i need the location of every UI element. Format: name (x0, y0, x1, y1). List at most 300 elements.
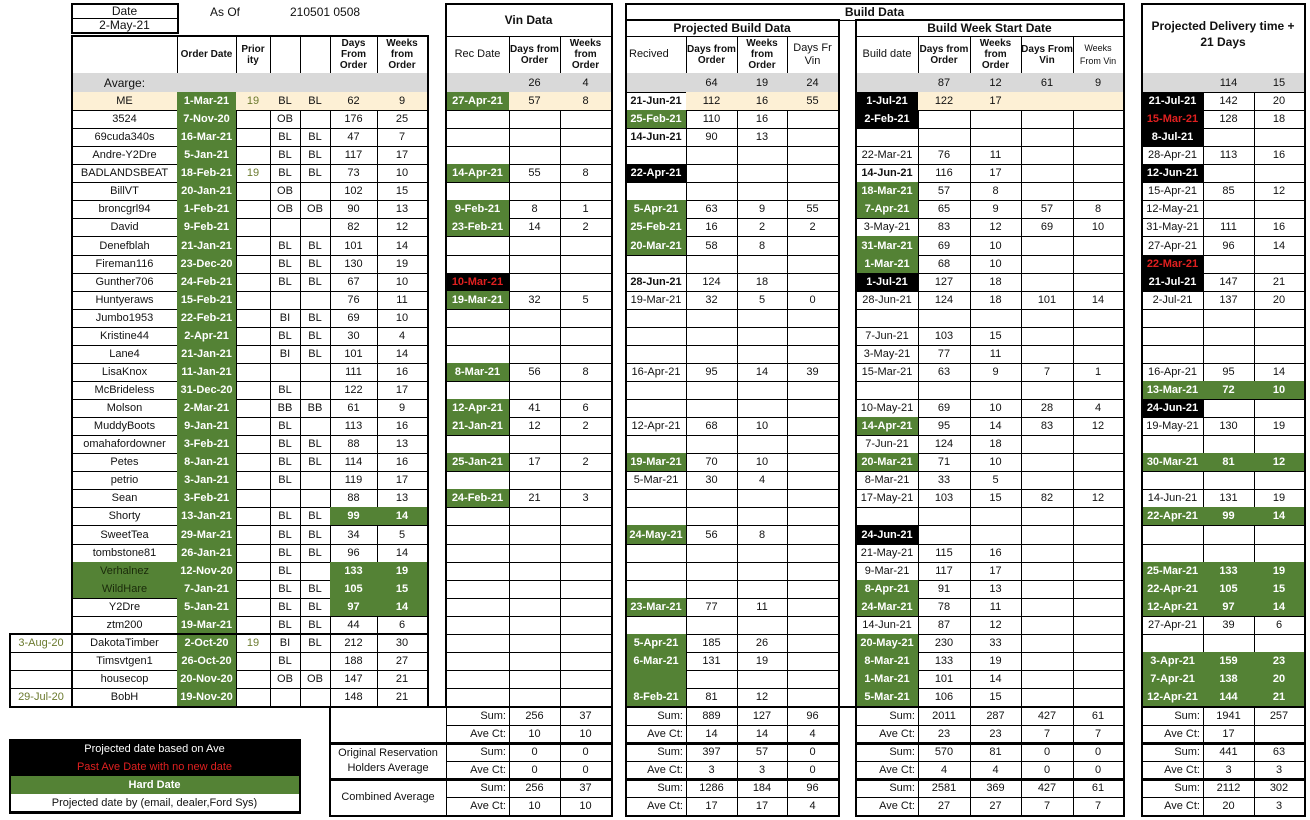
vin-weeks[interactable] (560, 435, 612, 454)
pb-weeks[interactable] (737, 164, 788, 183)
pb-weeks[interactable]: 8 (737, 525, 788, 545)
bw-days-from-vin[interactable] (1021, 236, 1074, 256)
pb-days[interactable]: 77 (686, 598, 738, 617)
bw-weeks[interactable]: 11 (970, 598, 1022, 617)
delivery-date[interactable]: 27-Apr-21 (1142, 236, 1204, 256)
pb-days[interactable]: 131 (686, 652, 738, 671)
code-2[interactable]: BL (300, 544, 331, 563)
vin-days[interactable] (509, 562, 561, 581)
vin-weeks[interactable] (560, 580, 612, 599)
member-name[interactable]: David (72, 218, 178, 237)
days-from-order[interactable]: 122 (330, 381, 378, 400)
vin-weeks[interactable] (560, 255, 612, 274)
pb-days[interactable]: 124 (686, 273, 738, 292)
bw-days-from-vin[interactable] (1021, 562, 1074, 581)
vin-days[interactable] (509, 652, 561, 671)
build-date[interactable] (856, 309, 919, 328)
build-date[interactable]: 3-May-21 (856, 345, 919, 364)
priority[interactable] (236, 200, 271, 219)
member-name[interactable]: ME (72, 92, 178, 111)
reservation-date[interactable]: 3-Aug-20 (10, 634, 73, 653)
days-from-order[interactable]: 133 (330, 562, 378, 581)
vin-rec-date[interactable] (446, 128, 510, 147)
weeks-from-order[interactable]: 16 (377, 453, 428, 472)
bw-days[interactable]: 124 (918, 435, 971, 454)
bw-days[interactable]: 57 (918, 182, 971, 201)
bw-weeks-from-vin[interactable]: 1 (1073, 363, 1124, 382)
delivery-days[interactable]: 95 (1203, 363, 1255, 382)
delivery-date[interactable]: 15-Apr-21 (1142, 182, 1204, 201)
bw-weeks[interactable]: 9 (970, 363, 1022, 382)
bw-weeks-from-vin[interactable] (1073, 273, 1124, 292)
code-2[interactable]: BL (300, 164, 331, 183)
days-from-order[interactable]: 105 (330, 580, 378, 599)
pb-days[interactable]: 81 (686, 688, 738, 707)
delivery-date[interactable]: 21-Jul-21 (1142, 273, 1204, 292)
vin-weeks[interactable] (560, 634, 612, 653)
member-name[interactable]: 69cuda340s (72, 128, 178, 147)
bw-weeks[interactable]: 10 (970, 236, 1022, 256)
days-from-order[interactable]: 76 (330, 291, 378, 310)
pb-days[interactable] (686, 182, 738, 201)
received-date[interactable]: 12-Apr-21 (626, 417, 687, 436)
delivery-days[interactable] (1203, 128, 1255, 147)
vin-rec-date[interactable] (446, 525, 510, 545)
weeks-from-order[interactable]: 25 (377, 110, 428, 129)
pb-days-fr-vin[interactable] (787, 435, 839, 454)
build-date[interactable]: 20-May-21 (856, 634, 919, 653)
delivery-days[interactable] (1203, 327, 1255, 346)
received-date[interactable] (626, 562, 687, 581)
member-name[interactable]: Jumbo1953 (72, 309, 178, 328)
delivery-days[interactable] (1203, 200, 1255, 219)
bw-weeks[interactable]: 18 (970, 273, 1022, 292)
vin-weeks[interactable] (560, 544, 612, 563)
member-name[interactable]: BobH (72, 688, 178, 707)
pb-days-fr-vin[interactable] (787, 327, 839, 346)
order-date[interactable]: 24-Feb-21 (177, 273, 237, 292)
delivery-date[interactable]: 7-Apr-21 (1142, 670, 1204, 689)
delivery-days[interactable]: 85 (1203, 182, 1255, 201)
pb-weeks[interactable] (737, 670, 788, 689)
delivery-weeks[interactable]: 12 (1254, 182, 1305, 201)
delivery-weeks[interactable]: 20 (1254, 291, 1305, 310)
build-date[interactable]: 8-Mar-21 (856, 471, 919, 490)
priority[interactable] (236, 345, 271, 364)
code-2[interactable]: BL (300, 634, 331, 653)
weeks-from-order[interactable]: 15 (377, 580, 428, 599)
vin-days[interactable] (509, 544, 561, 563)
vin-rec-date[interactable]: 21-Jan-21 (446, 417, 510, 436)
code-2[interactable] (300, 562, 331, 581)
code-1[interactable]: BI (270, 309, 301, 328)
bw-days-from-vin[interactable] (1021, 634, 1074, 653)
code-1[interactable]: BI (270, 634, 301, 653)
date-value[interactable]: 2-May-21 (72, 18, 178, 33)
member-name[interactable]: broncgrl94 (72, 200, 178, 219)
weeks-from-order[interactable]: 14 (377, 598, 428, 617)
days-from-order[interactable]: 212 (330, 634, 378, 653)
delivery-weeks[interactable]: 18 (1254, 110, 1305, 129)
member-name[interactable]: McBrideless (72, 381, 178, 400)
code-1[interactable] (270, 363, 301, 382)
received-date[interactable]: 28-Jun-21 (626, 273, 687, 292)
vin-days[interactable] (509, 670, 561, 689)
delivery-days[interactable]: 72 (1203, 381, 1255, 400)
code-1[interactable] (270, 688, 301, 707)
priority[interactable]: 19 (236, 164, 271, 183)
bw-days-from-vin[interactable] (1021, 453, 1074, 472)
bw-days-from-vin[interactable] (1021, 273, 1074, 292)
delivery-date[interactable]: 14-Jun-21 (1142, 489, 1204, 508)
priority[interactable] (236, 218, 271, 237)
priority[interactable] (236, 399, 271, 418)
bw-weeks-from-vin[interactable] (1073, 182, 1124, 201)
delivery-weeks[interactable]: 14 (1254, 507, 1305, 526)
order-date[interactable]: 20-Nov-20 (177, 670, 237, 689)
bw-days-from-vin[interactable] (1021, 255, 1074, 274)
build-date[interactable]: 20-Mar-21 (856, 453, 919, 472)
bw-days-from-vin[interactable] (1021, 598, 1074, 617)
vin-days[interactable]: 32 (509, 291, 561, 310)
pb-days-fr-vin[interactable] (787, 634, 839, 653)
code-1[interactable]: BL (270, 525, 301, 545)
code-2[interactable] (300, 417, 331, 436)
received-date[interactable] (626, 146, 687, 165)
received-date[interactable] (626, 345, 687, 364)
pb-weeks[interactable]: 10 (737, 453, 788, 472)
bw-weeks-from-vin[interactable] (1073, 110, 1124, 129)
vin-days[interactable] (509, 616, 561, 635)
vin-rec-date[interactable] (446, 652, 510, 671)
build-date[interactable]: 22-Mar-21 (856, 146, 919, 165)
vin-rec-date[interactable]: 14-Apr-21 (446, 164, 510, 183)
delivery-weeks[interactable]: 12 (1254, 453, 1305, 472)
order-date[interactable]: 3-Feb-21 (177, 435, 237, 454)
weeks-from-order[interactable]: 7 (377, 128, 428, 147)
pb-days-fr-vin[interactable] (787, 164, 839, 183)
bw-days-from-vin[interactable] (1021, 507, 1074, 526)
bw-weeks-from-vin[interactable] (1073, 146, 1124, 165)
vin-rec-date[interactable] (446, 309, 510, 328)
pb-days[interactable]: 70 (686, 453, 738, 472)
bw-weeks-from-vin[interactable] (1073, 471, 1124, 490)
vin-weeks[interactable]: 1 (560, 200, 612, 219)
order-date[interactable]: 15-Feb-21 (177, 291, 237, 310)
bw-weeks-from-vin[interactable] (1073, 634, 1124, 653)
delivery-weeks[interactable]: 19 (1254, 562, 1305, 581)
delivery-days[interactable] (1203, 544, 1255, 563)
build-date[interactable]: 14-Jun-21 (856, 616, 919, 635)
pb-days-fr-vin[interactable] (787, 345, 839, 364)
build-date[interactable] (856, 381, 919, 400)
build-date[interactable]: 10-May-21 (856, 399, 919, 418)
delivery-days[interactable]: 130 (1203, 417, 1255, 436)
member-name[interactable]: omahafordowner (72, 435, 178, 454)
vin-rec-date[interactable] (446, 327, 510, 346)
member-name[interactable]: Verhalnez (72, 562, 178, 581)
weeks-from-order[interactable]: 13 (377, 435, 428, 454)
bw-days[interactable]: 117 (918, 562, 971, 581)
received-date[interactable]: 16-Apr-21 (626, 363, 687, 382)
bw-weeks-from-vin[interactable] (1073, 544, 1124, 563)
member-name[interactable]: Andre-Y2Dre (72, 146, 178, 165)
build-date[interactable]: 7-Jun-21 (856, 327, 919, 346)
pb-days-fr-vin[interactable] (787, 507, 839, 526)
received-date[interactable]: 21-Jun-21 (626, 92, 687, 111)
bw-days[interactable]: 68 (918, 255, 971, 274)
bw-weeks[interactable]: 11 (970, 345, 1022, 364)
priority[interactable] (236, 182, 271, 201)
delivery-weeks[interactable] (1254, 471, 1305, 490)
bw-days-from-vin[interactable]: 83 (1021, 417, 1074, 436)
order-date[interactable]: 13-Jan-21 (177, 507, 237, 526)
pb-days[interactable]: 112 (686, 92, 738, 111)
bw-days[interactable]: 95 (918, 417, 971, 436)
build-date[interactable]: 8-Apr-21 (856, 580, 919, 599)
days-from-order[interactable]: 90 (330, 200, 378, 219)
pb-days[interactable] (686, 309, 738, 328)
bw-days-from-vin[interactable] (1021, 381, 1074, 400)
bw-weeks-from-vin[interactable] (1073, 381, 1124, 400)
days-from-order[interactable]: 82 (330, 218, 378, 237)
order-date[interactable]: 7-Jan-21 (177, 580, 237, 599)
code-2[interactable]: BL (300, 255, 331, 274)
pb-days-fr-vin[interactable] (787, 670, 839, 689)
bw-weeks-from-vin[interactable] (1073, 128, 1124, 147)
vin-weeks[interactable] (560, 236, 612, 256)
pb-days-fr-vin[interactable] (787, 616, 839, 635)
order-date[interactable]: 16-Mar-21 (177, 128, 237, 147)
delivery-weeks[interactable]: 6 (1254, 616, 1305, 635)
priority[interactable] (236, 327, 271, 346)
vin-weeks[interactable]: 8 (560, 92, 612, 111)
pb-weeks[interactable]: 2 (737, 218, 788, 237)
weeks-from-order[interactable]: 16 (377, 417, 428, 436)
code-2[interactable] (300, 110, 331, 129)
bw-days[interactable]: 115 (918, 544, 971, 563)
vin-rec-date[interactable] (446, 562, 510, 581)
code-2[interactable] (300, 489, 331, 508)
delivery-days[interactable]: 138 (1203, 670, 1255, 689)
delivery-weeks[interactable] (1254, 255, 1305, 274)
vin-rec-date[interactable] (446, 345, 510, 364)
member-name[interactable]: LisaKnox (72, 363, 178, 382)
vin-weeks[interactable]: 2 (560, 453, 612, 472)
weeks-from-order[interactable]: 17 (377, 146, 428, 165)
bw-days-from-vin[interactable] (1021, 471, 1074, 490)
bw-days-from-vin[interactable] (1021, 146, 1074, 165)
code-2[interactable]: BL (300, 580, 331, 599)
bw-days[interactable]: 116 (918, 164, 971, 183)
weeks-from-order[interactable]: 15 (377, 182, 428, 201)
pb-days[interactable]: 16 (686, 218, 738, 237)
priority[interactable] (236, 255, 271, 274)
bw-weeks[interactable]: 10 (970, 453, 1022, 472)
vin-weeks[interactable]: 8 (560, 164, 612, 183)
bw-weeks-from-vin[interactable]: 12 (1073, 417, 1124, 436)
delivery-days[interactable] (1203, 345, 1255, 364)
weeks-from-order[interactable]: 4 (377, 327, 428, 346)
bw-days[interactable] (918, 381, 971, 400)
vin-days[interactable] (509, 580, 561, 599)
priority[interactable] (236, 128, 271, 147)
pb-days[interactable] (686, 381, 738, 400)
pb-days[interactable]: 90 (686, 128, 738, 147)
member-name[interactable]: Timsvtgen1 (72, 652, 178, 671)
delivery-weeks[interactable]: 15 (1254, 580, 1305, 599)
vin-days[interactable]: 8 (509, 200, 561, 219)
bw-days[interactable]: 103 (918, 489, 971, 508)
received-date[interactable]: 14-Jun-21 (626, 128, 687, 147)
bw-weeks-from-vin[interactable] (1073, 507, 1124, 526)
vin-weeks[interactable] (560, 670, 612, 689)
delivery-days[interactable]: 39 (1203, 616, 1255, 635)
delivery-days[interactable]: 142 (1203, 92, 1255, 111)
code-1[interactable] (270, 489, 301, 508)
build-date[interactable]: 31-Mar-21 (856, 236, 919, 256)
bw-days[interactable]: 127 (918, 273, 971, 292)
delivery-weeks[interactable]: 20 (1254, 92, 1305, 111)
as-of-value[interactable]: 210501 0508 (290, 5, 361, 19)
received-date[interactable] (626, 489, 687, 508)
member-name[interactable]: SweetTea (72, 525, 178, 545)
vin-days[interactable] (509, 182, 561, 201)
days-from-order[interactable]: 88 (330, 489, 378, 508)
bw-weeks-from-vin[interactable] (1073, 453, 1124, 472)
build-date[interactable]: 7-Apr-21 (856, 200, 919, 219)
pb-weeks[interactable] (737, 580, 788, 599)
pb-weeks[interactable]: 10 (737, 417, 788, 436)
member-name[interactable]: tombstone81 (72, 544, 178, 563)
pb-weeks[interactable]: 16 (737, 92, 788, 111)
priority[interactable] (236, 507, 271, 526)
pb-days-fr-vin[interactable] (787, 309, 839, 328)
delivery-date[interactable]: 22-Apr-21 (1142, 507, 1204, 526)
delivery-date[interactable] (1142, 345, 1204, 364)
priority[interactable] (236, 363, 271, 382)
received-date[interactable]: 5-Apr-21 (626, 200, 687, 219)
vin-weeks[interactable] (560, 688, 612, 707)
vin-weeks[interactable]: 2 (560, 218, 612, 237)
bw-weeks[interactable]: 14 (970, 417, 1022, 436)
pb-days-fr-vin[interactable] (787, 580, 839, 599)
bw-days-from-vin[interactable] (1021, 525, 1074, 545)
vin-weeks[interactable]: 5 (560, 291, 612, 310)
vin-rec-date[interactable] (446, 580, 510, 599)
build-date[interactable]: 7-Jun-21 (856, 435, 919, 454)
pb-days-fr-vin[interactable] (787, 471, 839, 490)
code-2[interactable] (300, 291, 331, 310)
bw-weeks[interactable]: 18 (970, 435, 1022, 454)
build-date[interactable]: 8-Mar-21 (856, 652, 919, 671)
reservation-date[interactable] (10, 670, 73, 689)
member-name[interactable]: housecop (72, 670, 178, 689)
vin-days[interactable] (509, 146, 561, 165)
vin-days[interactable] (509, 327, 561, 346)
bw-weeks[interactable] (970, 110, 1022, 129)
member-name[interactable]: Lane4 (72, 345, 178, 364)
bw-weeks-from-vin[interactable] (1073, 309, 1124, 328)
bw-days-from-vin[interactable] (1021, 309, 1074, 328)
received-date[interactable] (626, 399, 687, 418)
vin-days[interactable] (509, 598, 561, 617)
bw-days-from-vin[interactable]: 28 (1021, 399, 1074, 418)
vin-weeks[interactable] (560, 110, 612, 129)
delivery-days[interactable]: 147 (1203, 273, 1255, 292)
priority[interactable] (236, 236, 271, 256)
delivery-days[interactable]: 97 (1203, 598, 1255, 617)
code-1[interactable]: BL (270, 471, 301, 490)
bw-days[interactable] (918, 507, 971, 526)
vin-days[interactable] (509, 236, 561, 256)
vin-weeks[interactable] (560, 471, 612, 490)
weeks-from-order[interactable]: 9 (377, 399, 428, 418)
code-1[interactable]: BL (270, 327, 301, 346)
build-date[interactable]: 1-Mar-21 (856, 255, 919, 274)
vin-days[interactable] (509, 634, 561, 653)
code-2[interactable] (300, 652, 331, 671)
vin-days[interactable]: 21 (509, 489, 561, 508)
received-date[interactable] (626, 616, 687, 635)
bw-weeks[interactable]: 9 (970, 200, 1022, 219)
pb-weeks[interactable]: 11 (737, 598, 788, 617)
order-date[interactable]: 12-Nov-20 (177, 562, 237, 581)
bw-days[interactable]: 124 (918, 291, 971, 310)
code-1[interactable] (270, 218, 301, 237)
days-from-order[interactable]: 148 (330, 688, 378, 707)
code-2[interactable]: BL (300, 616, 331, 635)
build-date[interactable] (856, 507, 919, 526)
bw-weeks[interactable]: 16 (970, 544, 1022, 563)
member-name[interactable]: Kristine44 (72, 327, 178, 346)
pb-days-fr-vin[interactable]: 2 (787, 218, 839, 237)
received-date[interactable]: 22-Apr-21 (626, 164, 687, 183)
code-1[interactable]: BL (270, 273, 301, 292)
pb-days[interactable] (686, 255, 738, 274)
build-date[interactable]: 24-Jun-21 (856, 525, 919, 545)
vin-weeks[interactable] (560, 562, 612, 581)
vin-rec-date[interactable] (446, 688, 510, 707)
pb-weeks[interactable]: 4 (737, 471, 788, 490)
code-1[interactable]: OB (270, 110, 301, 129)
bw-days[interactable]: 78 (918, 598, 971, 617)
bw-days-from-vin[interactable]: 82 (1021, 489, 1074, 508)
code-2[interactable]: BL (300, 92, 331, 111)
member-name[interactable]: Shorty (72, 507, 178, 526)
weeks-from-order[interactable]: 12 (377, 218, 428, 237)
member-name[interactable]: Denefblah (72, 236, 178, 256)
weeks-from-order[interactable]: 14 (377, 544, 428, 563)
vin-rec-date[interactable] (446, 255, 510, 274)
pb-weeks[interactable] (737, 345, 788, 364)
bw-days-from-vin[interactable] (1021, 327, 1074, 346)
pb-days-fr-vin[interactable] (787, 128, 839, 147)
vin-weeks[interactable]: 6 (560, 399, 612, 418)
vin-days[interactable]: 41 (509, 399, 561, 418)
build-date[interactable]: 1-Mar-21 (856, 670, 919, 689)
build-date[interactable]: 24-Mar-21 (856, 598, 919, 617)
vin-rec-date[interactable] (446, 598, 510, 617)
vin-rec-date[interactable] (446, 544, 510, 563)
priority[interactable] (236, 598, 271, 617)
bw-weeks-from-vin[interactable] (1073, 652, 1124, 671)
bw-days-from-vin[interactable] (1021, 128, 1074, 147)
days-from-order[interactable]: 114 (330, 453, 378, 472)
order-date[interactable]: 2-Apr-21 (177, 327, 237, 346)
bw-weeks-from-vin[interactable] (1073, 345, 1124, 364)
bw-weeks-from-vin[interactable]: 10 (1073, 218, 1124, 237)
